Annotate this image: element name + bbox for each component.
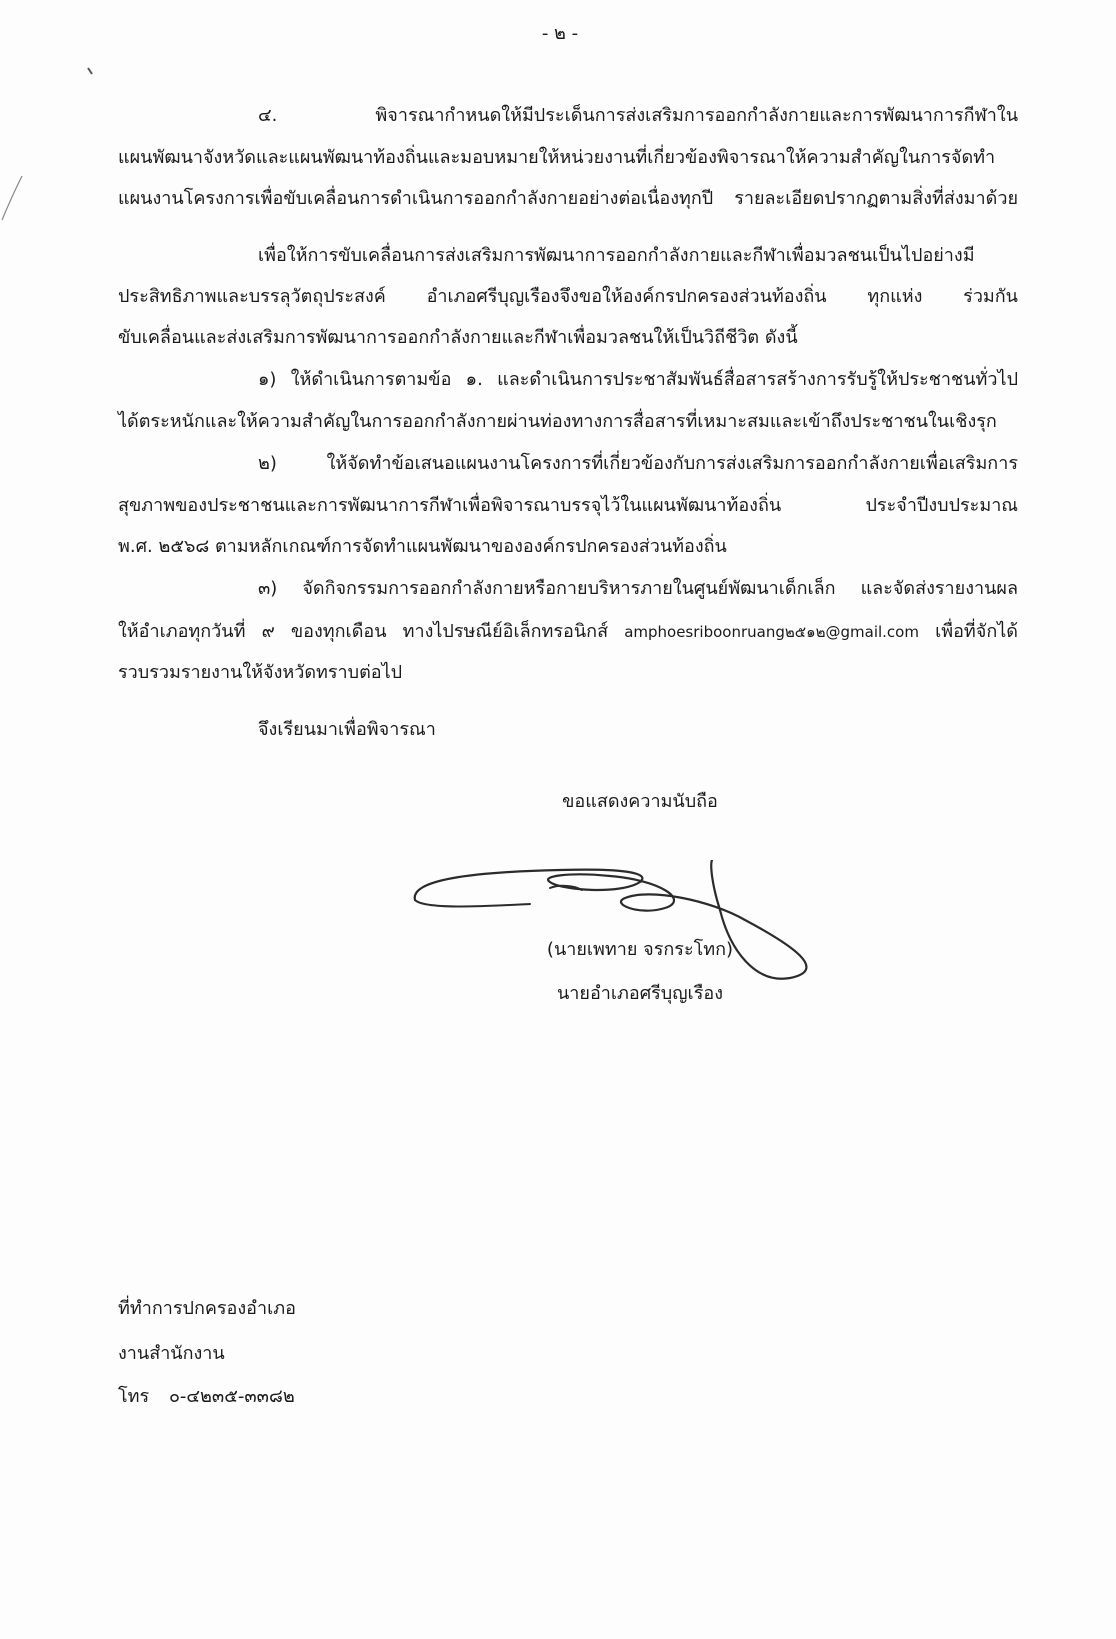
- request2-line1: ๒) ให้จัดทำข้อเสนอแผนงานโครงการที่เกี่ยวข้องกับการส่งเสริมการออกกำลังกายเพื่อเสริมการ: [258, 453, 1018, 474]
- request3-line1: ๓) จัดกิจกรรมการออกกำลังกายหรือกายบริหารภายในศูนย์พัฒนาเด็กเล็ก และจัดส่งรายงานผล: [258, 578, 1018, 599]
- signer-name: (นายเพทาย จรกระโทก): [546, 939, 734, 960]
- phone-number: ๐-๔๒๓๕-๓๓๘๒: [168, 1386, 295, 1407]
- footer-section: งานสำนักงาน: [118, 1343, 225, 1364]
- email-address-text: amphoesriboonruang๒๕๑๒@gmail.com: [624, 623, 919, 641]
- page-number: - ๒ -: [541, 23, 579, 44]
- item4-line1: ๔. พิจารณากำหนดให้มีประเด็นการส่งเสริมการออกกำลังกายและการพัฒนาการกีฬาใน: [258, 105, 1018, 126]
- request1-line2: ได้ตระหนักและให้ความสำคัญในการออกกำลังกายผ่านท่องทางการสื่อสารที่เหมาะสมและเข้าถึงประชาชนในเชิงรุก: [118, 411, 997, 432]
- request3-line2: [118, 620, 1018, 644]
- closing-text: จึงเรียนมาเพื่อพิจารณา: [258, 719, 436, 740]
- request3-line2-text: ให้อำเภอทุกวันที่ ๙ ของทุกเดือน ทางไปรษณีย์อิเล็กทรอนิกส์: [118, 621, 609, 642]
- footer-office: ที่ทำการปกครองอำเภอ: [118, 1298, 296, 1319]
- signer-title: นายอำเภอศรีบุญเรือง: [557, 983, 723, 1004]
- request3-line3: รวบรวมรายงานให้จังหวัดทราบต่อไป: [118, 662, 403, 683]
- page-edge-shadow: [0, 0, 110, 260]
- request1-line1: ๑) ให้ดำเนินการตามข้อ ๑. และดำเนินการประชาสัมพันธ์สื่อสารสร้างการรับรู้ให้ประชาชนทั่วไป: [258, 369, 1018, 390]
- regards-text: ขอแสดงความนับถือ: [562, 791, 718, 812]
- purpose-line1: เพื่อให้การขับเคลื่อนการส่งเสริมการพัฒนาการออกกำลังกายและกีฬาเพื่อมวลชนเป็นไปอย่างมี: [258, 245, 975, 266]
- request2-line3: พ.ศ. ๒๕๖๘ ตามหลักเกณฑ์การจัดทำแผนพัฒนาขององค์กรปกครองส่วนท้องถิ่น: [118, 536, 727, 557]
- item4-line2: แผนพัฒนาจังหวัดและแผนพัฒนาท้องถิ่นและมอบหมายให้หน่วยงานที่เกี่ยวข้องพิจารณาให้ความสำคัญในการจัดทำ: [118, 147, 996, 168]
- signature-image: [410, 860, 880, 980]
- request2-line2: สุขภาพของประชาชนและการพัฒนาการกีฬาเพื่อพิจารณาบรรจุไว้ในแผนพัฒนาท้องถิ่น ประจำปีงบประมาณ: [118, 495, 1018, 516]
- phone-label: โทร: [118, 1386, 150, 1407]
- item4-line3: แผนงานโครงการเพื่อขับเคลื่อนการดำเนินการออกกำลังกายอย่างต่อเนื่องทุกปี รายละเอียดปรากฏตามสิ่งที่ส่งมาด้วย: [118, 188, 1018, 209]
- footer-phone: [118, 1385, 295, 1409]
- purpose-line2: ประสิทธิภาพและบรรลุวัตถุประสงค์ อำเภอศรีบุญเรืองจึงขอให้องค์กรปกครองส่วนท้องถิ่น ทุกแห่ง ร่วมกัน: [118, 286, 1018, 307]
- request3-line2-end: เพื่อที่จักได้: [935, 621, 1018, 642]
- purpose-line3: ขับเคลื่อนและส่งเสริมการพัฒนาการออกกำลังกายและกีฬาเพื่อมวลชนให้เป็นวิถีชีวิต ดังนี้: [118, 327, 798, 348]
